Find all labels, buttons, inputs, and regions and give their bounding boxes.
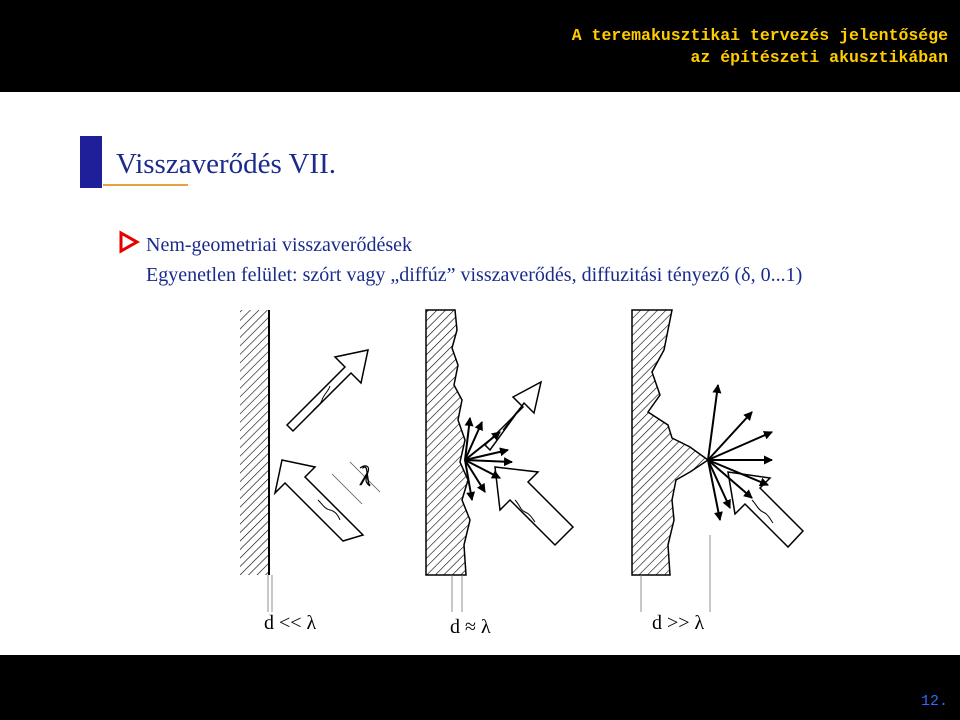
presentation-title-line1: A teremakusztikai tervezés jelentősége [571, 26, 948, 45]
header-bar [0, 0, 960, 92]
panel-label-large-roughness: d >> λ [652, 612, 705, 634]
title-accent-block [80, 136, 102, 188]
panel-rough-wall [426, 310, 573, 612]
panel-smooth-wall [240, 310, 380, 612]
panel-label-comparable-roughness: d ≈ λ [450, 616, 491, 638]
footer-bar [0, 655, 960, 720]
wavelength-symbol: λ [360, 462, 372, 491]
bullet-heading: Nem-geometriai visszaverődések [146, 234, 413, 256]
presentation-title [572, 25, 948, 69]
title-underline [103, 184, 188, 186]
body-text: Egyenetlen felület: szórt vagy „diffúz” visszaverődés, diffuzitási tényező (δ, 0...1) [146, 264, 803, 286]
panel-label-small-roughness: d << λ [264, 612, 317, 634]
diffuse-reflection-diagram [0, 300, 960, 650]
triangle-bullet-icon [118, 230, 140, 254]
panel-very-rough-wall [632, 310, 803, 612]
presentation-title-line2: az építészeti akusztikában [690, 48, 948, 67]
page-number: 12. [920, 693, 948, 710]
slide-title: Visszaverődés VII. [116, 148, 336, 180]
